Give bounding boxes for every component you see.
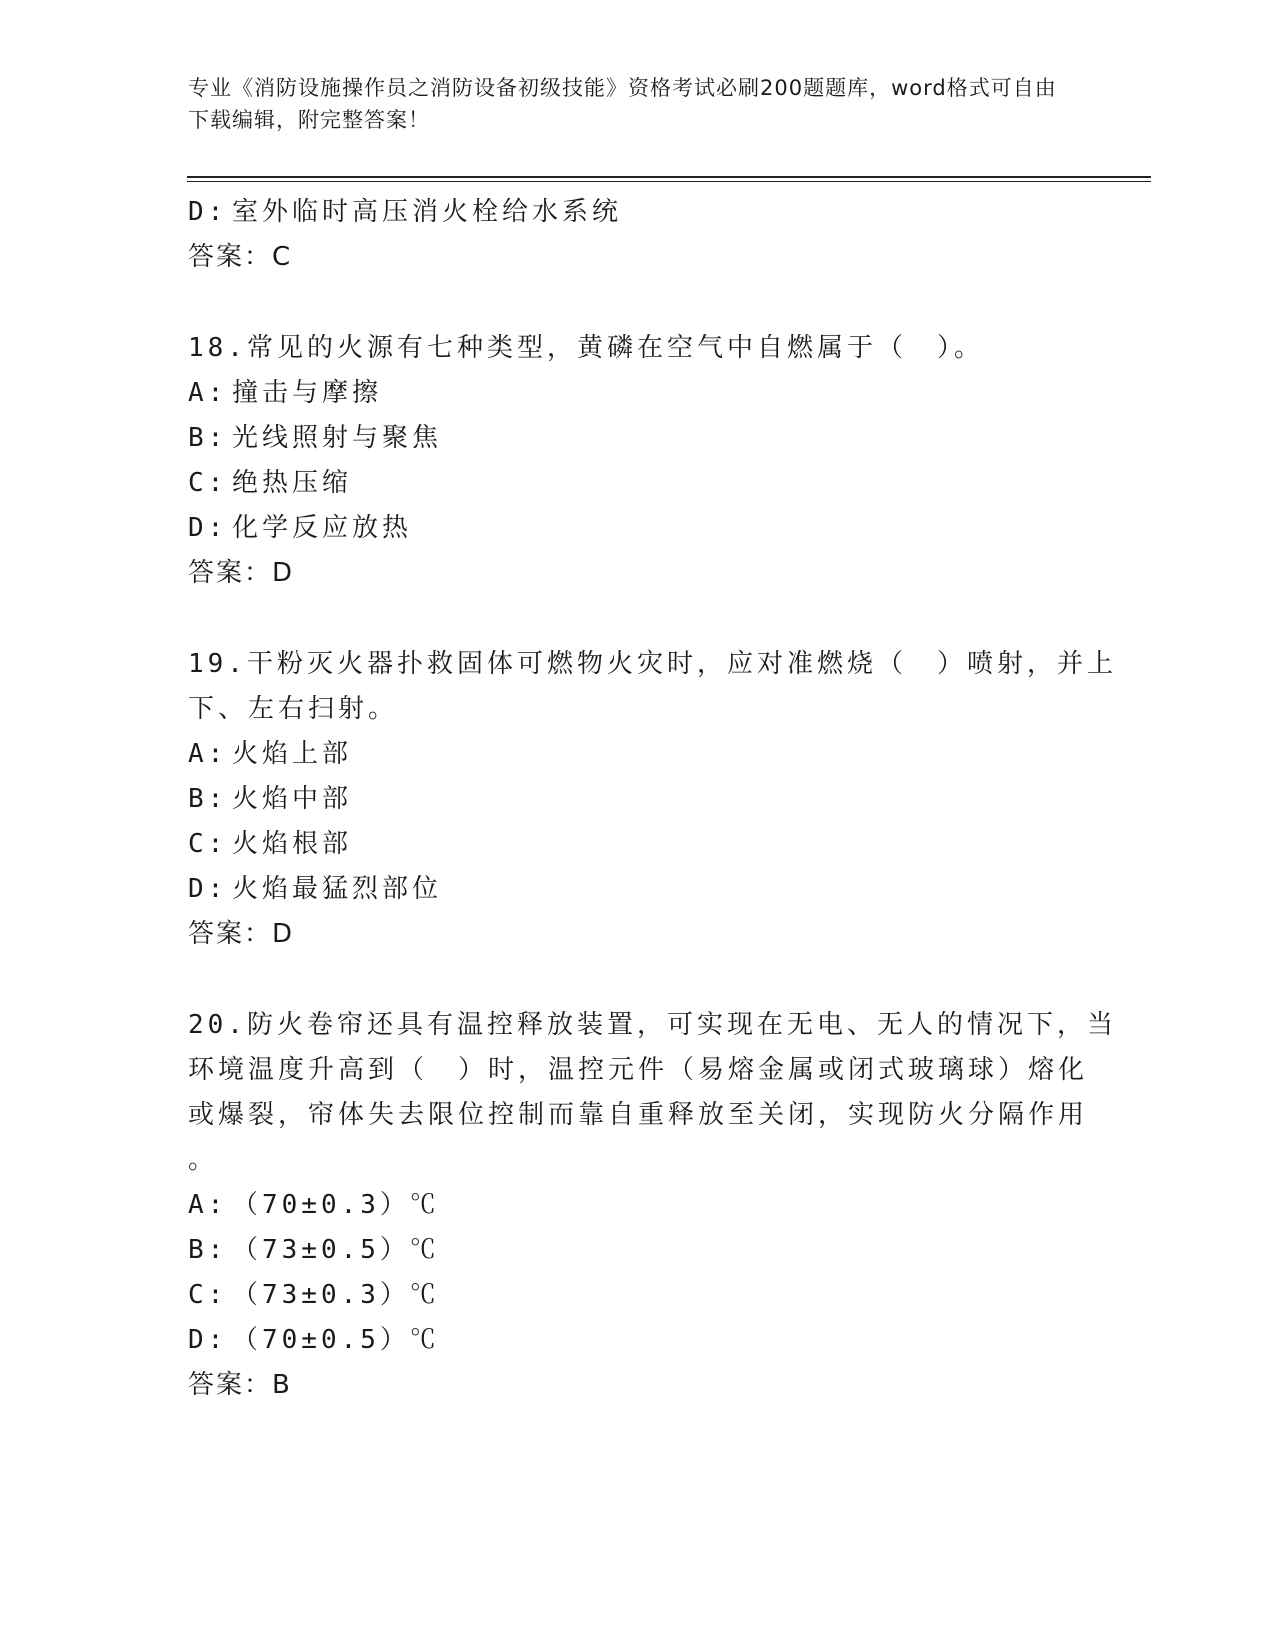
option-text: （70±0.5）℃	[232, 1325, 440, 1355]
header-divider-thick	[187, 176, 1151, 178]
option-label: C:	[188, 1280, 228, 1310]
option-label: C:	[188, 468, 228, 498]
option-a	[188, 1183, 1088, 1228]
answer-line: 答案：B	[188, 1370, 292, 1400]
option-label: B:	[188, 1235, 228, 1265]
option-label: B:	[188, 784, 228, 814]
option-label: D:	[188, 513, 228, 543]
question-stem-20-line2: 环境温度升高到（ ）时，温控元件（易熔金属或闭式玻璃球）熔化	[188, 1055, 1089, 1085]
option-text: 火焰上部	[232, 739, 353, 769]
option-label: D:	[188, 874, 228, 904]
option-d	[188, 1318, 1088, 1363]
question-stem-20-line4: 。	[188, 1145, 219, 1175]
header-divider-thin	[187, 181, 1151, 182]
option-d	[188, 506, 1088, 551]
option-b	[188, 1228, 1088, 1273]
option-label: D:	[188, 1325, 228, 1355]
option-text: 化学反应放热	[232, 513, 413, 543]
option-a	[188, 371, 1088, 416]
option-text: 撞击与摩擦	[232, 378, 383, 408]
option-c	[188, 822, 1088, 867]
option-text: 火焰根部	[232, 829, 353, 859]
option-b	[188, 416, 1088, 461]
question-content	[188, 190, 1117, 1408]
answer-line: 答案：C	[188, 242, 293, 272]
option-text: 室外临时高压消火栓给水系统	[232, 197, 623, 227]
option-text: （73±0.3）℃	[232, 1280, 440, 1310]
question-stem-20-line3: 或爆裂，帘体失去限位控制而靠自重释放至关闭，实现防火分隔作用	[188, 1100, 1089, 1130]
option-b	[188, 777, 1088, 822]
option-text: 火焰最猛烈部位	[232, 874, 443, 904]
answer-line: 答案：D	[188, 919, 295, 949]
option-label: C:	[188, 829, 228, 859]
option-label: A:	[188, 378, 228, 408]
option-text: （70±0.3）℃	[232, 1190, 440, 1220]
option-c	[188, 461, 1088, 506]
option-label: D:	[188, 197, 228, 227]
option-d	[188, 867, 1088, 912]
question-stem-19-line1: 19.干粉灭火器扑救固体可燃物火灾时，应对准燃烧（ ）喷射，并上	[188, 649, 1117, 679]
option-text: （73±0.5）℃	[232, 1235, 440, 1265]
option-label: B:	[188, 423, 228, 453]
option-text: 光线照射与聚焦	[232, 423, 443, 453]
option-d	[188, 190, 1088, 235]
option-a	[188, 732, 1088, 777]
answer-line: 答案：D	[188, 558, 295, 588]
option-label: A:	[188, 739, 228, 769]
option-c	[188, 1273, 1088, 1318]
option-text: 绝热压缩	[232, 468, 353, 498]
question-stem-19-line2: 下、左右扫射。	[188, 694, 399, 724]
question-stem-20-line1: 20.防火卷帘还具有温控释放装置，可实现在无电、无人的情况下，当	[188, 1010, 1117, 1040]
option-text: 火焰中部	[232, 784, 353, 814]
document-header: 专业《消防设施操作员之消防设备初级技能》资格考试必刷200题题库，word格式可自由下载编辑，附完整答案！	[188, 76, 1057, 132]
option-label: A:	[188, 1190, 228, 1220]
question-stem-18: 18.常见的火源有七种类型，黄磷在空气中自燃属于（ ）。	[188, 333, 984, 363]
